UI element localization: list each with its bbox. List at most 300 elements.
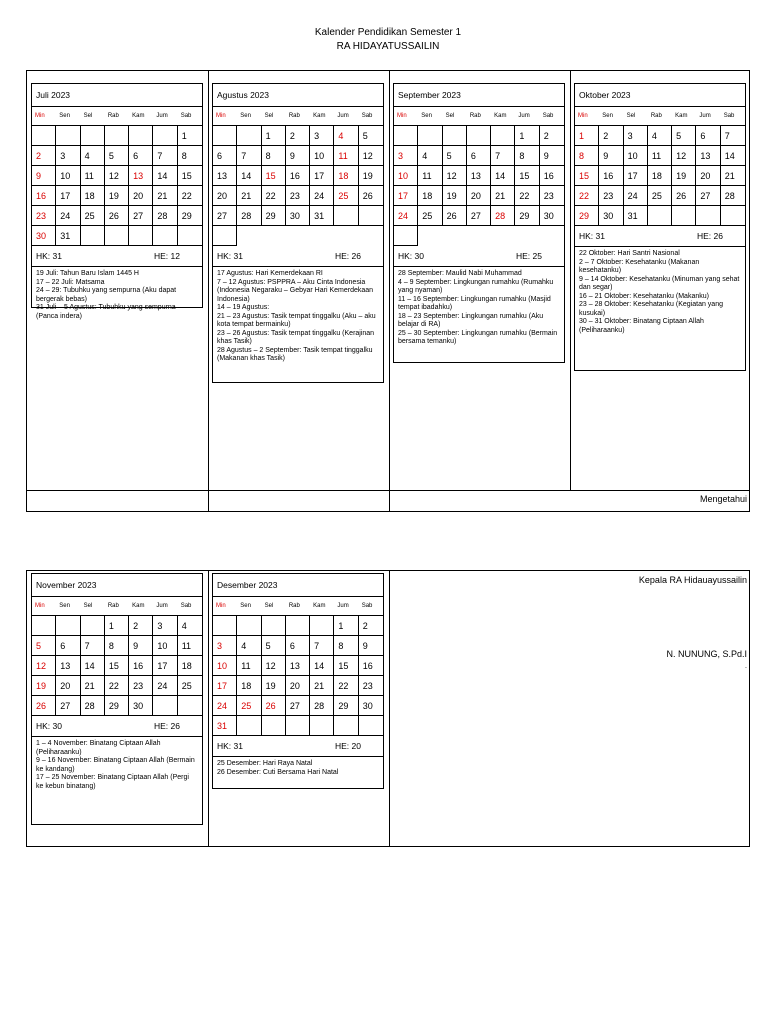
date-cell: 14	[491, 166, 515, 186]
date-cell: 23	[129, 676, 153, 696]
date-cell: 8	[262, 146, 286, 166]
day-name: Sen	[240, 113, 251, 119]
event-note: 23 – 28 Oktober: Kesehatanku (Kegiatan yang kusukai)	[579, 301, 723, 317]
hk-count: HK: 31	[579, 231, 605, 241]
date-cell: 31	[213, 716, 237, 736]
date-cell: 25	[81, 206, 105, 226]
day-name: Min	[35, 113, 45, 119]
event-note: 11 – 16 September: Lingkungan rumahku (Masjid tempat ibadahku)	[398, 295, 551, 311]
day-name: Jum	[699, 113, 711, 119]
date-cell: 14	[310, 656, 334, 676]
day-name: Jum	[337, 603, 349, 609]
day-name: Rab	[650, 113, 662, 119]
date-cell: 20	[56, 676, 80, 696]
date-cell: 17	[624, 166, 648, 186]
month-calendar	[393, 83, 565, 363]
date-cell: 20	[129, 186, 153, 206]
date-cell: 7	[310, 636, 334, 656]
day-names-row	[32, 107, 202, 126]
event-notes	[575, 247, 745, 338]
date-cell	[418, 126, 442, 146]
date-cell: 23	[599, 186, 623, 206]
date-cell	[721, 206, 745, 226]
date-cell: 8	[515, 146, 539, 166]
date-cell: 22	[515, 186, 539, 206]
day-name: Sel	[626, 113, 636, 119]
date-cell	[237, 716, 261, 736]
month-calendar	[212, 83, 384, 383]
date-cell: 17	[394, 186, 418, 206]
principal-name: N. NUNUNG, S.Pd.I	[666, 649, 747, 659]
date-cell: 11	[178, 636, 202, 656]
date-cell: 25	[334, 186, 358, 206]
day-name: Sel	[83, 113, 93, 119]
month-calendar	[574, 83, 746, 371]
event-note: 21 – 23 Agustus: Tasik tempat tinggalku (Aku – aku kota tempat bermainku)	[217, 312, 376, 328]
day-name: Jum	[156, 113, 168, 119]
date-cell: 31	[310, 206, 334, 226]
date-cell: 3	[624, 126, 648, 146]
date-cell: 10	[624, 146, 648, 166]
date-cell: 30	[599, 206, 623, 226]
event-notes	[213, 757, 383, 780]
he-count: HE: 26	[697, 231, 723, 241]
date-cell: 4	[81, 146, 105, 166]
date-cell: 9	[540, 146, 564, 166]
date-cell: 1	[334, 616, 358, 636]
date-cell: 5	[359, 126, 383, 146]
day-names-row	[213, 597, 383, 616]
date-cell: 2	[32, 146, 56, 166]
date-cell: 6	[467, 146, 491, 166]
day-name: Sen	[421, 113, 432, 119]
date-cell: 18	[648, 166, 672, 186]
date-cell: 2	[286, 126, 310, 146]
date-cell	[310, 716, 334, 736]
date-cell: 4	[178, 616, 202, 636]
date-cell	[672, 206, 696, 226]
date-cell: 26	[262, 696, 286, 716]
date-cell: 15	[105, 656, 129, 676]
date-cell	[32, 126, 56, 146]
divider	[208, 570, 209, 847]
event-notes	[32, 737, 202, 794]
date-cell: 8	[334, 636, 358, 656]
day-count-row	[213, 736, 383, 757]
date-cell	[286, 716, 310, 736]
hk-count: HK: 30	[398, 251, 424, 261]
day-name: Sel	[264, 113, 274, 119]
date-cell: 27	[467, 206, 491, 226]
date-cell: 19	[443, 186, 467, 206]
date-cell: 29	[575, 206, 599, 226]
date-cell	[153, 696, 177, 716]
day-name: Sab	[361, 603, 373, 609]
he-count: HE: 12	[154, 251, 180, 261]
date-cell	[262, 616, 286, 636]
date-cell: 22	[262, 186, 286, 206]
day-name: Sab	[180, 113, 192, 119]
date-cell: 17	[310, 166, 334, 186]
date-cell: 27	[696, 186, 720, 206]
date-cell: 28	[237, 206, 261, 226]
day-name: Sel	[445, 113, 455, 119]
day-count-row	[32, 716, 202, 737]
date-cell: 12	[359, 146, 383, 166]
date-cell: 2	[359, 616, 383, 636]
date-cell: 9	[599, 146, 623, 166]
day-name: Kam	[132, 603, 145, 609]
date-cell: 14	[721, 146, 745, 166]
day-names-row	[394, 107, 564, 126]
event-note: 17 – 25 November: Binatang Ciptaan Allah (Pergi ke kebun binatang)	[36, 774, 189, 790]
date-cell: 23	[359, 676, 383, 696]
date-cell: 13	[286, 656, 310, 676]
date-cell: 20	[213, 186, 237, 206]
date-cell: 23	[286, 186, 310, 206]
date-cell	[105, 226, 129, 246]
date-cell: 20	[467, 186, 491, 206]
day-name: Sel	[83, 603, 93, 609]
day-name: Kam	[494, 113, 507, 119]
event-note: 22 Oktober: Hari Santri Nasional	[579, 250, 680, 257]
day-name: Min	[216, 603, 226, 609]
date-cell: 16	[599, 166, 623, 186]
month-title: Desember 2023	[213, 574, 383, 597]
date-cell: 22	[334, 676, 358, 696]
he-count: HE: 20	[335, 741, 361, 751]
date-cell	[178, 696, 202, 716]
divider	[26, 490, 750, 491]
date-cell: 6	[696, 126, 720, 146]
date-cell: 11	[648, 146, 672, 166]
date-cell	[262, 716, 286, 736]
date-cell: 9	[359, 636, 383, 656]
acknowledged-label: Mengetahui	[699, 494, 747, 504]
date-cell: 26	[32, 696, 56, 716]
date-cell: 13	[696, 146, 720, 166]
month-calendar	[31, 83, 203, 320]
header-line-1: Kalender Pendidikan Semester 1	[314, 27, 462, 38]
date-cell	[213, 616, 237, 636]
date-cell: 28	[721, 186, 745, 206]
day-name: Min	[216, 113, 226, 119]
he-count: HE: 26	[335, 251, 361, 261]
date-cell: 21	[237, 186, 261, 206]
hk-count: HK: 30	[36, 721, 62, 731]
date-cell: 13	[129, 166, 153, 186]
date-cell: 10	[153, 636, 177, 656]
date-cell	[334, 716, 358, 736]
he-count: HE: 25	[516, 251, 542, 261]
date-cell	[394, 126, 418, 146]
date-cell: 27	[286, 696, 310, 716]
date-cell: 3	[394, 146, 418, 166]
date-cell	[81, 226, 105, 246]
date-cell: 18	[178, 656, 202, 676]
event-note: 17 Agustus: Hari Kemerdekaan RI	[217, 270, 323, 277]
date-cell	[359, 206, 383, 226]
event-notes	[32, 267, 202, 324]
date-cell: 31	[56, 226, 80, 246]
date-cell: 25	[237, 696, 261, 716]
date-cell: 11	[237, 656, 261, 676]
date-cell	[443, 126, 467, 146]
date-cell: 19	[262, 676, 286, 696]
date-grid	[32, 126, 202, 246]
event-note: 4 – 9 September: Lingkungan rumahku (Rumahku yang nyaman)	[398, 278, 554, 294]
date-cell: 2	[540, 126, 564, 146]
date-cell: 8	[575, 146, 599, 166]
date-grid	[213, 616, 383, 736]
date-cell: 21	[310, 676, 334, 696]
date-cell: 14	[81, 656, 105, 676]
date-cell	[56, 126, 80, 146]
date-cell: 14	[153, 166, 177, 186]
date-cell: 16	[32, 186, 56, 206]
date-grid	[32, 616, 202, 716]
date-cell: 4	[237, 636, 261, 656]
date-cell: 14	[237, 166, 261, 186]
event-note: 28 Agustus – 2 September: Tasik tempat tinggalku (Makanan khas Tasik)	[217, 346, 373, 362]
date-cell: 28	[310, 696, 334, 716]
date-cell: 15	[515, 166, 539, 186]
date-cell: 24	[153, 676, 177, 696]
day-name: Kam	[313, 113, 326, 119]
date-cell: 5	[672, 126, 696, 146]
date-cell: 3	[310, 126, 334, 146]
day-count-row	[213, 246, 383, 267]
event-note: 1 – 4 November: Binatang Ciptaan Allah (Peliharaanku)	[36, 740, 161, 756]
date-cell	[491, 126, 515, 146]
divider	[389, 70, 390, 512]
month-calendar	[31, 573, 203, 825]
date-cell	[237, 126, 261, 146]
date-cell: 21	[81, 676, 105, 696]
date-cell: 17	[213, 676, 237, 696]
month-title: Agustus 2023	[213, 84, 383, 107]
date-cell: 2	[599, 126, 623, 146]
divider	[570, 70, 571, 490]
date-cell: 5	[105, 146, 129, 166]
date-cell: 3	[213, 636, 237, 656]
date-cell: 10	[310, 146, 334, 166]
day-count-row	[394, 246, 564, 267]
date-cell: 31	[624, 206, 648, 226]
day-name: Rab	[288, 603, 300, 609]
date-cell: 18	[237, 676, 261, 696]
date-cell: 28	[491, 206, 515, 226]
date-cell	[56, 616, 80, 636]
date-cell: 21	[491, 186, 515, 206]
date-cell: 19	[672, 166, 696, 186]
date-cell	[648, 206, 672, 226]
date-cell: 8	[105, 636, 129, 656]
date-cell: 22	[575, 186, 599, 206]
hk-count: HK: 31	[36, 251, 62, 261]
event-note: 17 – 22 Juli: Matsama	[36, 278, 105, 286]
date-cell	[178, 226, 202, 246]
date-grid	[394, 126, 564, 246]
event-note: 30 – 31 Oktober: Binatang Ciptaan Allah (Peliharaanku)	[579, 318, 704, 334]
date-cell	[467, 126, 491, 146]
date-cell: 12	[443, 166, 467, 186]
date-cell: 9	[286, 146, 310, 166]
day-count-row	[575, 226, 745, 247]
date-cell: 11	[81, 166, 105, 186]
date-cell: 24	[624, 186, 648, 206]
day-name: Jum	[518, 113, 530, 119]
day-name: Sen	[602, 113, 613, 119]
date-cell: 27	[56, 696, 80, 716]
date-cell: 1	[105, 616, 129, 636]
month-title: September 2023	[394, 84, 564, 107]
date-cell: 19	[105, 186, 129, 206]
date-cell: 9	[129, 636, 153, 656]
month-title: November 2023	[32, 574, 202, 597]
date-cell	[286, 616, 310, 636]
date-cell	[394, 226, 418, 246]
date-cell: 11	[418, 166, 442, 186]
header-line-2: RA HIDAYATUSSAILIN	[336, 41, 440, 52]
date-cell: 12	[32, 656, 56, 676]
date-cell: 10	[213, 656, 237, 676]
event-note: 18 – 23 September: Lingkungan rumahku (Aku belajar di RA)	[398, 312, 544, 328]
hk-count: HK: 31	[217, 741, 243, 751]
date-cell: 18	[418, 186, 442, 206]
month-calendar	[212, 573, 384, 789]
date-cell: 22	[105, 676, 129, 696]
date-cell	[359, 716, 383, 736]
date-cell: 21	[721, 166, 745, 186]
date-cell: 6	[213, 146, 237, 166]
date-cell: 19	[32, 676, 56, 696]
date-cell: 12	[672, 146, 696, 166]
date-cell: 1	[178, 126, 202, 146]
date-cell: 13	[467, 166, 491, 186]
divider	[389, 570, 390, 847]
date-cell: 24	[213, 696, 237, 716]
day-names-row	[575, 107, 745, 126]
date-cell: 30	[129, 696, 153, 716]
divider	[208, 70, 209, 512]
date-cell: 26	[105, 206, 129, 226]
date-cell: 20	[696, 166, 720, 186]
day-name: Sab	[723, 113, 735, 119]
day-name: Sel	[264, 603, 274, 609]
date-cell: 27	[213, 206, 237, 226]
he-count: HE: 26	[154, 721, 180, 731]
date-cell: 13	[56, 656, 80, 676]
date-cell: 24	[394, 206, 418, 226]
day-name: Kam	[132, 113, 145, 119]
month-title: Juli 2023	[32, 84, 202, 107]
day-name: Sen	[59, 113, 70, 119]
event-note: 7 – 12 Agustus: PSPPRA – Aku Cinta Indonesia (Indonesia Negaraku – Gebyar Hari Kemerdekaan Indonesia)	[217, 278, 374, 303]
date-cell: 29	[105, 696, 129, 716]
date-cell	[153, 126, 177, 146]
date-cell: 15	[178, 166, 202, 186]
day-name: Jum	[337, 113, 349, 119]
date-cell: 30	[286, 206, 310, 226]
event-note: 9 – 14 Oktober: Kesehatanku (Minuman yang sehat dan segar)	[579, 275, 740, 291]
date-cell: 6	[56, 636, 80, 656]
date-cell: 7	[81, 636, 105, 656]
event-note: 2 – 7 Oktober: Kesehatanku (Makanan kesehatanku)	[579, 258, 700, 274]
date-cell: 11	[334, 146, 358, 166]
date-cell: 27	[129, 206, 153, 226]
date-cell	[213, 126, 237, 146]
date-cell: 10	[56, 166, 80, 186]
date-cell: 5	[262, 636, 286, 656]
date-cell	[129, 226, 153, 246]
date-cell: 21	[153, 186, 177, 206]
signature-dot: .	[745, 663, 747, 670]
date-cell: 24	[56, 206, 80, 226]
day-name: Sen	[59, 603, 70, 609]
date-cell: 5	[443, 146, 467, 166]
date-cell	[105, 126, 129, 146]
date-cell	[129, 126, 153, 146]
date-cell: 16	[359, 656, 383, 676]
date-grid	[575, 126, 745, 226]
date-cell: 28	[81, 696, 105, 716]
date-cell: 7	[237, 146, 261, 166]
date-cell: 19	[359, 166, 383, 186]
date-cell: 8	[178, 146, 202, 166]
date-cell: 26	[359, 186, 383, 206]
event-note: 9 – 16 November: Binatang Ciptaan Allah (Bermain ke kandang)	[36, 757, 195, 773]
date-cell	[153, 226, 177, 246]
date-cell: 10	[394, 166, 418, 186]
event-note: 31 Juli – 5 Agustus: Tubuhku yang sempurna (Panca indera)	[36, 304, 176, 320]
hk-count: HK: 31	[217, 251, 243, 261]
date-cell: 29	[178, 206, 202, 226]
date-cell: 16	[129, 656, 153, 676]
date-cell: 18	[334, 166, 358, 186]
date-cell: 18	[81, 186, 105, 206]
date-cell: 30	[540, 206, 564, 226]
date-cell: 7	[721, 126, 745, 146]
day-name: Min	[578, 113, 588, 119]
date-cell: 3	[153, 616, 177, 636]
date-cell: 30	[32, 226, 56, 246]
date-cell: 17	[153, 656, 177, 676]
principal-title: Kepala RA Hidauayussailin	[638, 575, 747, 585]
date-cell: 4	[648, 126, 672, 146]
date-cell: 28	[153, 206, 177, 226]
event-note: 23 – 26 Agustus: Tasik tempat tinggalku (Kerajinan khas Tasik)	[217, 329, 375, 345]
event-note: 19 Juli: Tahun Baru Islam 1445 H	[36, 270, 139, 277]
day-name: Kam	[313, 603, 326, 609]
date-cell	[32, 616, 56, 636]
date-cell: 15	[334, 656, 358, 676]
event-note: 14 – 19 Agustus:	[217, 304, 270, 311]
day-name: Jum	[156, 603, 168, 609]
date-cell: 2	[129, 616, 153, 636]
date-cell: 7	[491, 146, 515, 166]
date-cell: 23	[32, 206, 56, 226]
date-cell	[334, 206, 358, 226]
date-cell	[81, 616, 105, 636]
date-cell: 25	[418, 206, 442, 226]
day-name: Kam	[675, 113, 688, 119]
date-cell: 23	[540, 186, 564, 206]
date-cell: 24	[310, 186, 334, 206]
date-cell: 4	[418, 146, 442, 166]
event-notes	[213, 267, 383, 367]
date-cell: 16	[540, 166, 564, 186]
